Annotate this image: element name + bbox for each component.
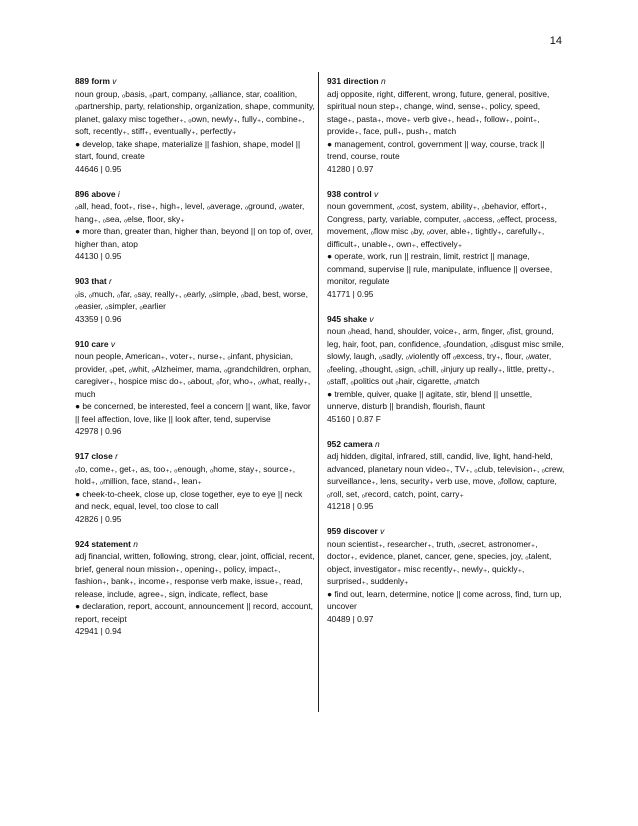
entry-synonyms: ● tremble, quiver, quake || agitate, stir, blend || unsettle, unnerve, disturb || brandish, flourish, flaunt bbox=[327, 388, 533, 411]
entry-headword-line bbox=[327, 438, 567, 451]
entry-headword: direction bbox=[343, 76, 379, 86]
entry-part-of-speech: v bbox=[380, 526, 385, 536]
entry-part-of-speech: n bbox=[374, 438, 380, 449]
dictionary-entry bbox=[327, 525, 567, 625]
dictionary-entry bbox=[75, 188, 315, 263]
entry-part-of-speech: v bbox=[112, 76, 117, 86]
dictionary-entry bbox=[75, 538, 315, 638]
entry-rank: 952 bbox=[327, 438, 341, 449]
entry-headword: form bbox=[91, 76, 110, 86]
entry-headword: shake bbox=[343, 313, 368, 324]
entry-synonyms: ● find out, learn, determine, notice || come across, find, turn up, uncover bbox=[327, 588, 562, 611]
entry-rank: 959 bbox=[327, 526, 341, 536]
page-number: 14 bbox=[549, 35, 562, 47]
entry-headword-line bbox=[75, 188, 315, 201]
entry-frequency-stats: 44130 | 0.95 bbox=[75, 251, 122, 261]
entry-collocates: ₒis, ₒmuch, ₒfar, ₒsay, really₊, ₒearly, ₒsimple, ₒbad, best, worse, ₒeasier, ₒsimpler, ₒearlier bbox=[75, 288, 308, 311]
entry-collocates: noun scientist₊, researcher₊, truth, ₒsecret, astronomer₊, doctor₊, evidence, planet, cancer, gene, species, joy, ₒtalent, object, investigator₊ misc recently₊, newly₊, quickly₊, surprised₊, suddenly₊ bbox=[327, 538, 552, 586]
entry-headword-line bbox=[327, 525, 567, 538]
entry-frequency-stats: 42978 | 0.96 bbox=[75, 426, 122, 436]
entry-rank: 931 bbox=[327, 76, 341, 86]
entry-synonyms: ● more than, greater than, higher than, beyond || on top of, over, higher than, atop bbox=[75, 226, 314, 249]
entry-synonyms: ● cheek-to-cheek, close up, close together, eye to eye || neck and neck, equal, level, too close to call bbox=[75, 488, 303, 511]
dictionary-entry bbox=[75, 338, 315, 438]
entry-collocates: adj hidden, digital, infrared, still, candid, live, light, hand-held, advanced, planetary noun video₊, TV₊, ₒclub, television₊, ₒcrew, surveillance₊, lens, security₊ verb use, move, ₒfollow, capture, ₒroll, set, ₒrecord, catch, point, carry₊ bbox=[327, 451, 565, 499]
entry-headword-line bbox=[75, 275, 315, 288]
dictionary-entry bbox=[327, 75, 567, 175]
right-column bbox=[327, 75, 567, 638]
entry-rank: 889 bbox=[75, 76, 89, 86]
entry-part-of-speech: n bbox=[381, 76, 386, 86]
entry-headword: care bbox=[91, 338, 109, 349]
entry-headword: that bbox=[91, 276, 107, 286]
entry-rank: 938 bbox=[327, 188, 341, 199]
entry-frequency-stats: 44646 | 0.95 bbox=[75, 163, 122, 174]
entry-collocates: adj financial, written, following, strong, clear, joint, official, recent, brief, general noun mission₊, opening₊, policy, impact₊, fashion₊, bank₊, income₊, response verb make, issue₊, read, release, include, agree₊, sign, indicate, reflect, base bbox=[75, 551, 315, 599]
entry-frequency-stats: 43359 | 0.96 bbox=[75, 313, 122, 324]
dictionary-entry bbox=[327, 188, 567, 301]
entry-collocates: noun government, ₒcost, system, ability₊, ₒbehavior, effort₊, Congress, party, variable, computer, ₒaccess, ₒeffect, process, movement, ₒflow misc ₒby, ₒover, able₊, tightly₊, carefully₊, difficult₊, unable₊, own₊, effectively₊ bbox=[327, 201, 557, 249]
entry-headword-line bbox=[75, 75, 315, 88]
entry-synonyms: ● operate, work, run || restrain, limit, restrict || manage, command, supervise || rule, manipulate, influence || oversee, monitor, regulate bbox=[327, 251, 553, 286]
entry-part-of-speech: r bbox=[109, 276, 112, 286]
entry-headword-line bbox=[327, 313, 567, 326]
entry-frequency-stats: 42826 | 0.95 bbox=[75, 513, 122, 524]
entry-headword: above bbox=[91, 188, 116, 199]
entry-headword: control bbox=[343, 188, 372, 199]
entry-rank: 896 bbox=[75, 188, 89, 199]
entry-part-of-speech: n bbox=[133, 538, 138, 549]
entry-collocates: adj opposite, right, different, wrong, future, general, positive, spiritual noun step₊, change, wind, sense₊, policy, speed, stage₊, pasta₊, move₊ verb give₊, head₊, follow₊, point₊, provide₊, face, pull₊, push₊, match bbox=[327, 88, 550, 136]
entry-rank: 945 bbox=[327, 313, 341, 324]
entry-headword-line bbox=[327, 75, 567, 88]
entry-collocates: noun group, ₒbasis, ₒpart, company, ₒalliance, star, coalition, ₒpartnership, party, relationship, organization, shape, community, planet, galaxy misc together₊, ₒown, newly₊, fully₊, combine₊, soft, recently₊, stiff₊, eventually₊, perfectly₊ bbox=[75, 88, 315, 136]
entry-headword-line bbox=[327, 188, 567, 201]
entry-synonyms: ● develop, take shape, materialize || fashion, shape, model || start, found, create bbox=[75, 138, 301, 161]
column-divider bbox=[318, 72, 319, 712]
entry-rank: 903 bbox=[75, 276, 89, 286]
entry-frequency-stats: 41280 | 0.97 bbox=[327, 163, 374, 174]
entry-synonyms: ● declaration, report, account, announcement || record, account, report, receipt bbox=[75, 601, 313, 624]
entry-headword: statement bbox=[91, 538, 131, 549]
entry-part-of-speech: v bbox=[369, 313, 374, 324]
entry-part-of-speech: i bbox=[117, 188, 120, 199]
entry-frequency-stats: 41218 | 0.95 bbox=[327, 501, 374, 511]
entry-part-of-speech: v bbox=[374, 188, 379, 199]
entry-headword-line bbox=[75, 450, 315, 463]
dictionary-entry bbox=[75, 275, 315, 325]
entry-headword: discover bbox=[343, 526, 378, 536]
entry-rank: 917 bbox=[75, 451, 89, 461]
dictionary-entry bbox=[75, 450, 315, 525]
entry-collocates: noun people, American₊, voter₊, nurse₊, ₒinfant, physician, provider, ₒpet, ₒwhit, ₒAlzheimer, mama, ₒgrandchildren, orphan, caregiver₊, hospice misc do₊, ₒabout, ₒfor, who₊, ₒwhat, really₊, much bbox=[75, 351, 312, 399]
entry-rank: 910 bbox=[75, 338, 89, 349]
entry-headword-line bbox=[75, 338, 315, 351]
entry-part-of-speech: v bbox=[110, 338, 116, 349]
left-column bbox=[75, 75, 315, 650]
entry-frequency-stats: 41771 | 0.95 bbox=[327, 288, 374, 299]
entry-collocates: ₒto, come₊, get₊, as, too₊, ₒenough, ₒhome, stay₊, source₊, hold₊, ₒmillion, face, stand₊, lean₊ bbox=[75, 463, 296, 486]
entry-collocates: ₒall, head, foot₊, rise₊, high₊, level, ₒaverage, ₒground, ₒwater, hang₊, ₒsea, ₒelse, floor, sky₊ bbox=[75, 201, 305, 224]
entry-headword: camera bbox=[343, 438, 373, 449]
entry-frequency-stats: 42941 | 0.94 bbox=[75, 626, 122, 636]
dictionary-entry bbox=[327, 313, 567, 426]
entry-frequency-stats: 45160 | 0.87 F bbox=[327, 413, 381, 424]
entry-synonyms: ● be concerned, be interested, feel a concern || want, like, favor || feel affection, love, like || look after, tend, supervise bbox=[75, 401, 311, 424]
dictionary-entry bbox=[75, 75, 315, 175]
entry-rank: 924 bbox=[75, 538, 89, 549]
entry-collocates: noun ₒhead, hand, shoulder, voice₊, arm, finger, ₒfist, ground, leg, hair, foot, pan, confidence, ₒfoundation, ₒdisgust misc smile, slowly, laugh, ₒsadly, ₒviolently off ₒexcess, try₊, flour, ₒwater, ₒfeeling, ₒthought, ₒsign, ₒchill, ₒinjury up really₊, little, pretty₊, ₒstaff, ₒpolitics out ₒhair, cigarette, ₒmatch bbox=[327, 326, 564, 386]
entry-part-of-speech: r bbox=[115, 451, 118, 461]
entry-headword: close bbox=[91, 451, 113, 461]
dictionary-entry bbox=[327, 438, 567, 513]
entry-frequency-stats: 40489 | 0.97 bbox=[327, 613, 374, 624]
entry-synonyms: ● management, control, government || way, course, track || trend, course, route bbox=[327, 138, 545, 161]
entry-headword-line bbox=[75, 538, 315, 551]
